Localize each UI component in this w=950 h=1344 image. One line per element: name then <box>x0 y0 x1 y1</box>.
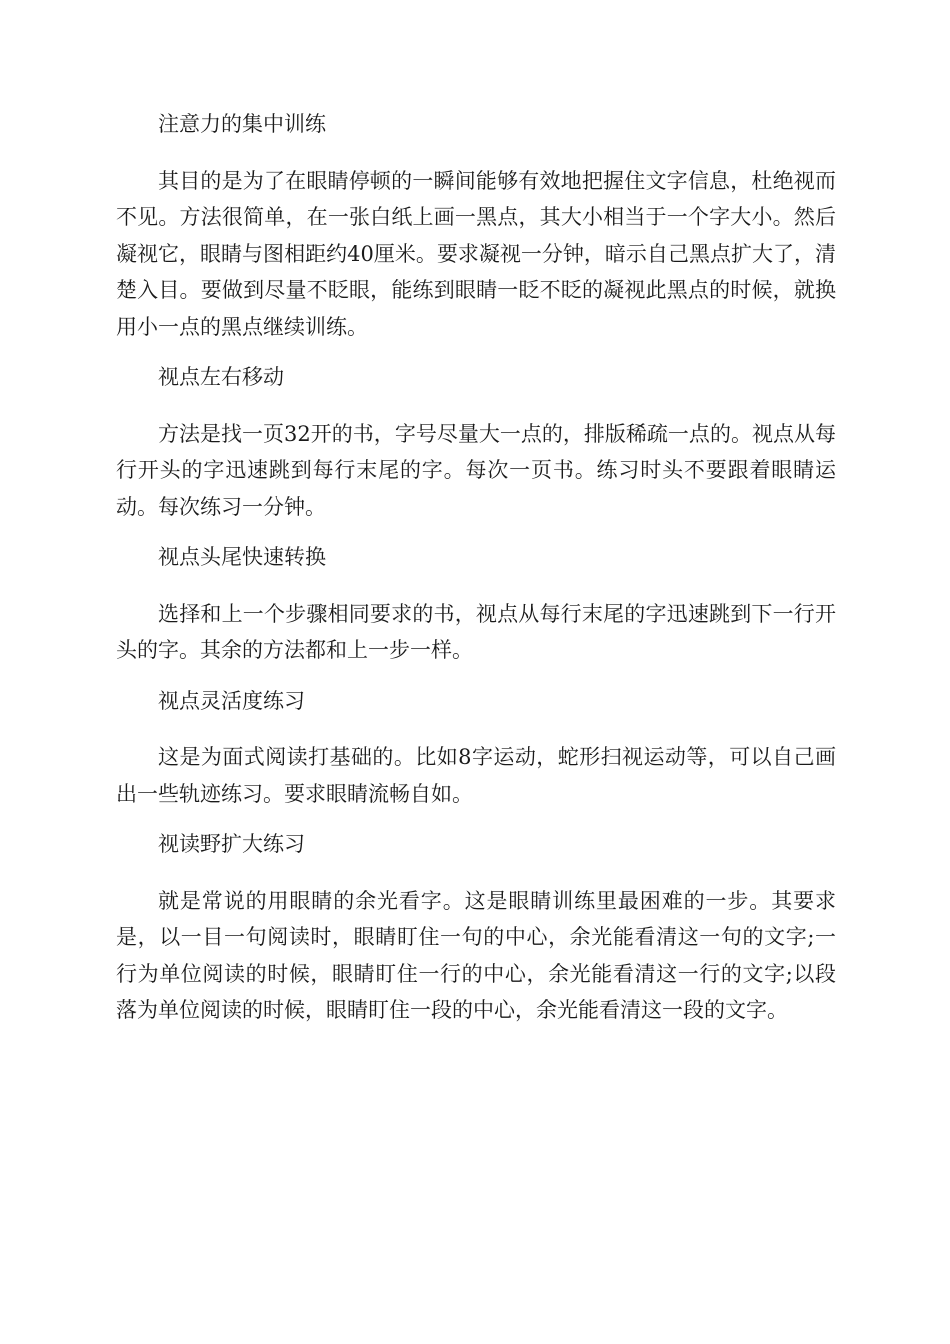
section-heading-field-of-view: 视读野扩大练习 <box>158 832 305 856</box>
section-body-flexibility: 这是为面式阅读打基础的。比如8字运动，蛇形扫视运动等，可以自己画出一些轨迹练习。要求眼睛流畅自如。 <box>116 745 836 806</box>
section-heading-flexibility: 视点灵活度练习 <box>158 688 305 713</box>
section-body-head-tail: 选择和上一个步骤相同要求的书，视点从每行末尾的字迅速跳到下一行开头的字。其余的方法都和上一步一样。 <box>116 601 836 662</box>
section-heading-left-right: 视点左右移动 <box>158 365 284 389</box>
document-page <box>116 106 836 1029</box>
section-body-attention: 其目的是为了在眼睛停顿的一瞬间能够有效地把握住文字信息，杜绝视而不见。方法很简单，在一张白纸上画一黑点，其大小相当于一个字大小。然后凝视它，眼睛与图相距约40厘米。要求凝视一分钟，暗示自己黑点扩大了，清楚入目。要做到尽量不眨眼，能练到眼睛一眨不眨的凝视此黑点的时候，就换用小一点的黑点继续训练。 <box>116 168 836 339</box>
section-body-left-right: 方法是找一页32开的书，字号尽量大一点的，排版稀疏一点的。视点从每行开头的字迅速跳到每行末尾的字。每次一页书。练习时头不要跟着眼睛运动。每次练习一分钟。 <box>116 421 836 519</box>
section-heading-attention: 注意力的集中训练 <box>158 112 326 136</box>
section-heading-head-tail: 视点头尾快速转换 <box>158 545 326 569</box>
section-body-field-of-view: 就是常说的用眼睛的余光看字。这是眼睛训练里最困难的一步。其要求是，以一目一句阅读时，眼睛盯住一句的中心，余光能看清这一句的文字;一行为单位阅读的时候，眼睛盯住一行的中心，余光能看清这一行的文字;以段落为单位阅读的时候，眼睛盯住一段的中心，余光能看清这一段的文字。 <box>116 888 836 1022</box>
